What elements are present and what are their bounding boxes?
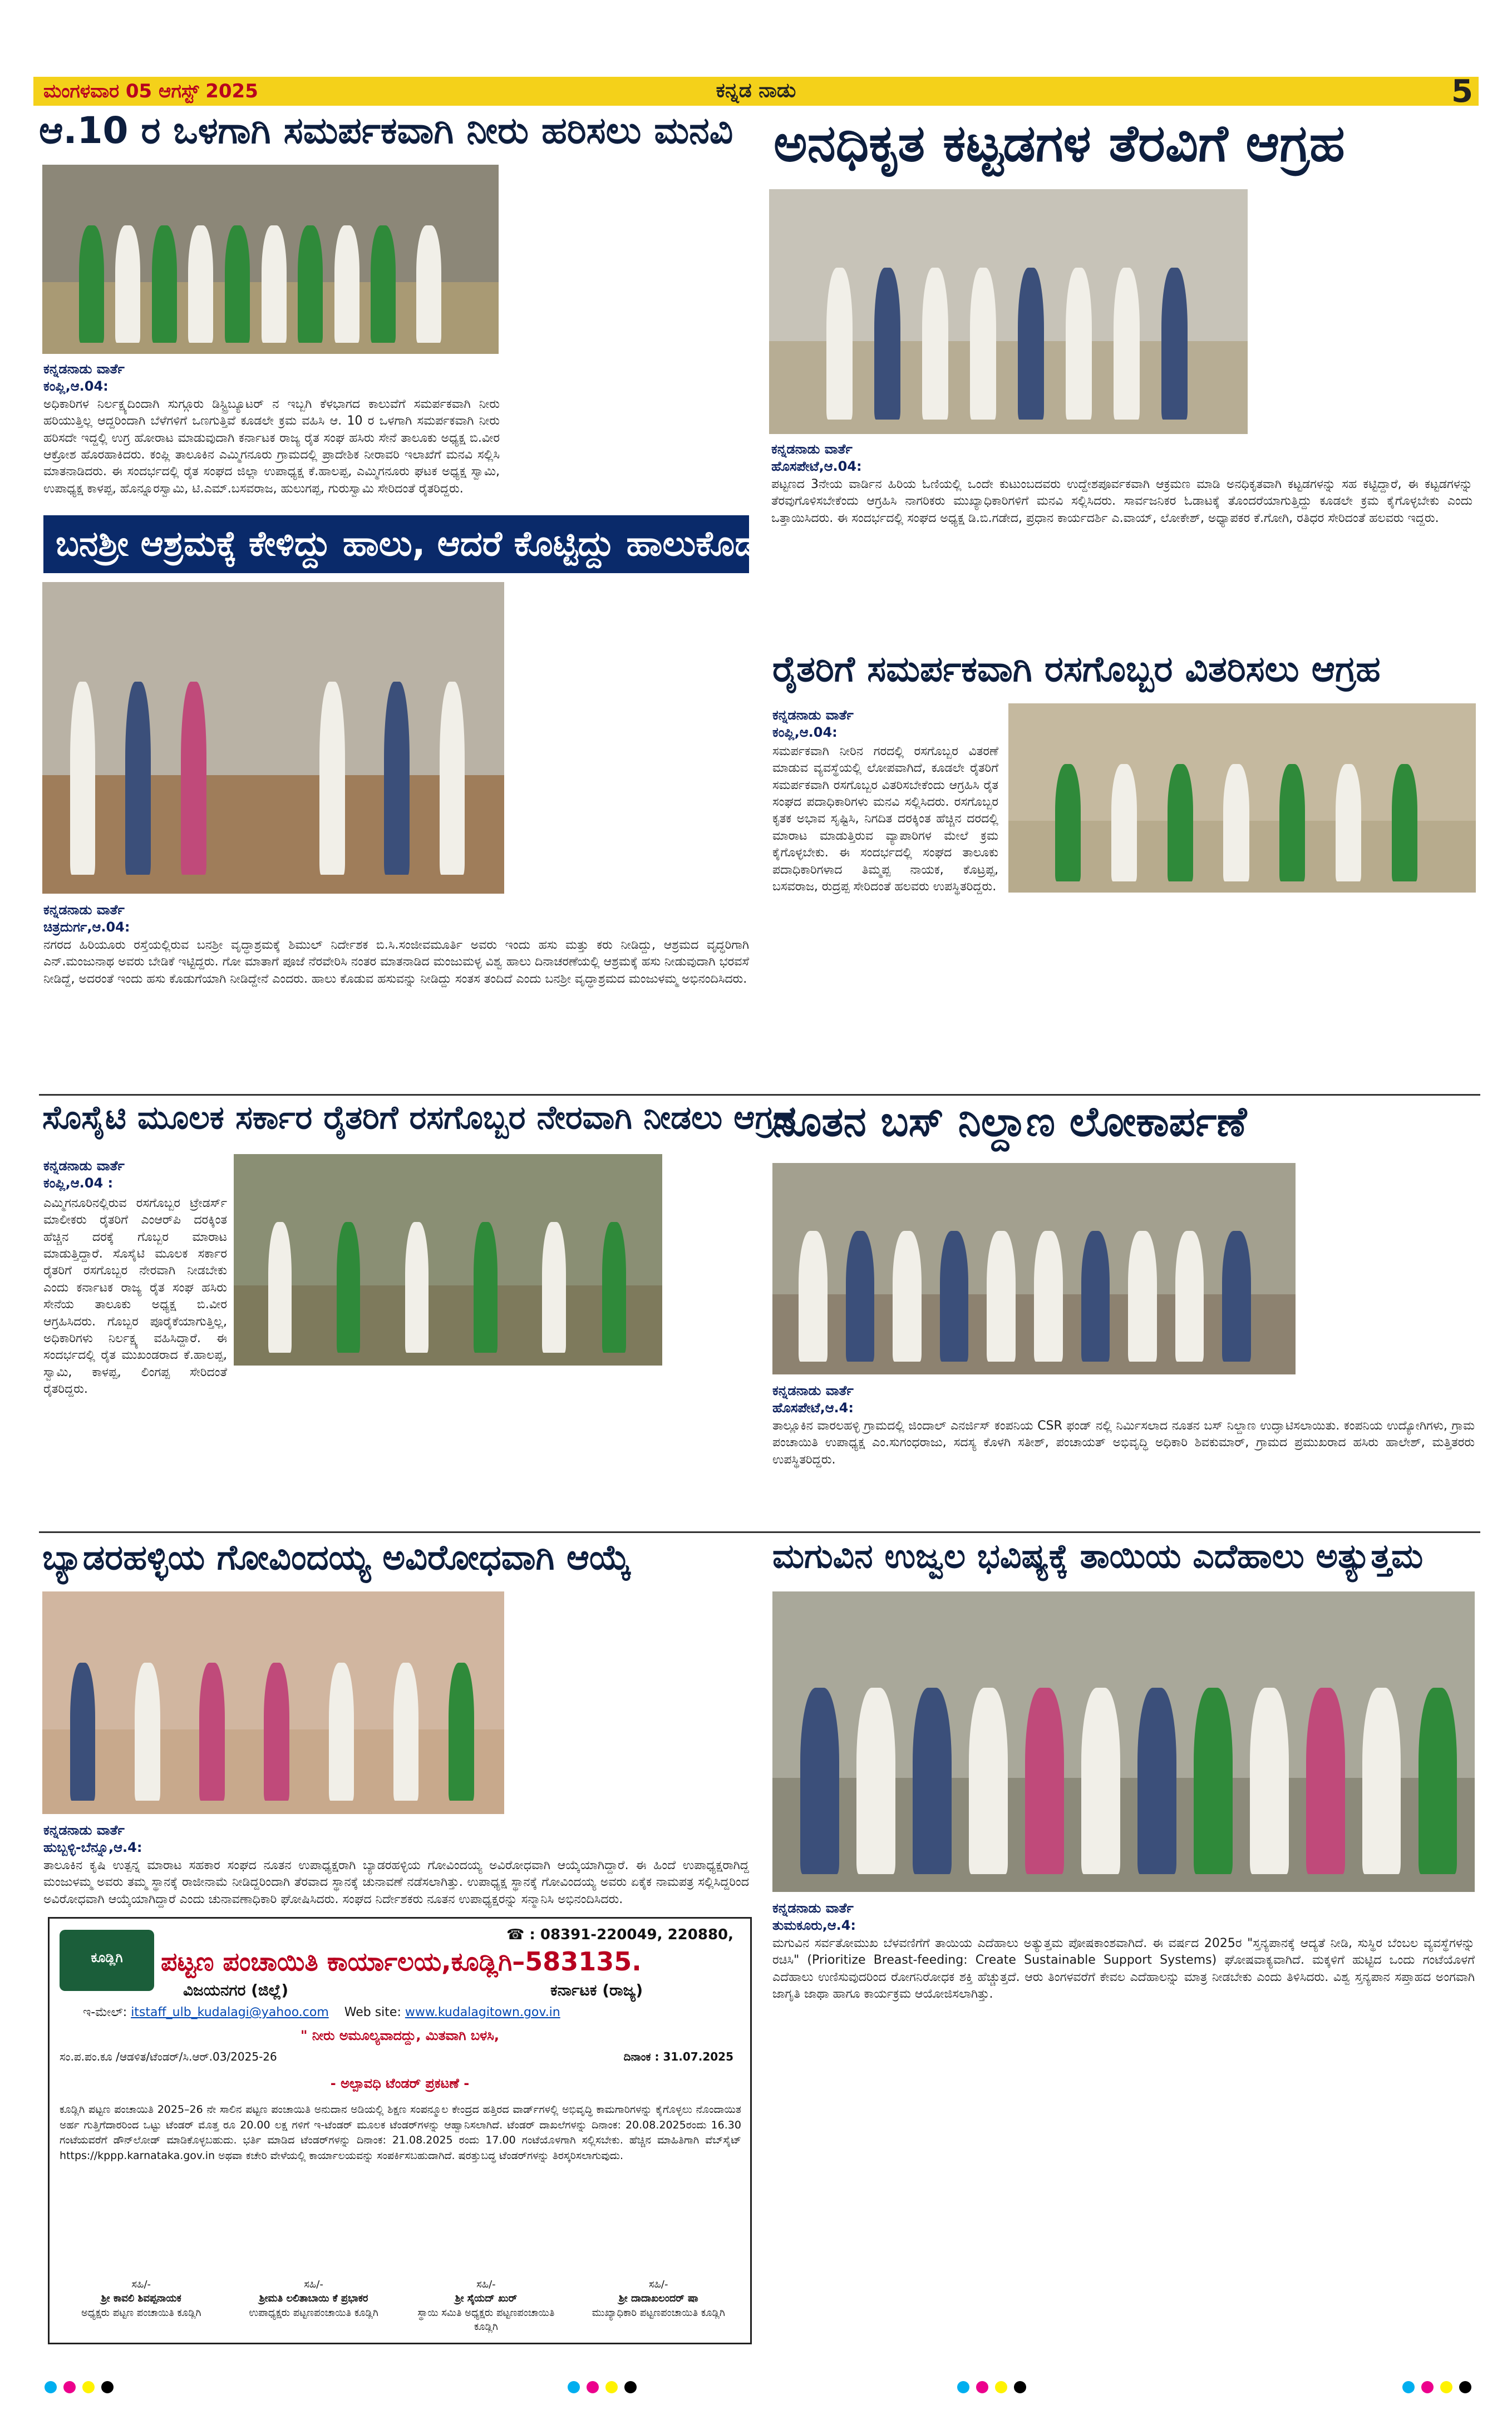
- advert-signatories: [60, 2278, 740, 2334]
- article-body: ಮಗುವಿನ ಸರ್ವತೋಮುಖ ಬೆಳವಣಿಗೆಗೆ ತಾಯಿಯ ಎದೆಹಾಲು ಅತ್ಯುತ್ತಮ ಪೋಷಕಾಂಶವಾಗಿದೆ. ಈ ವರ್ಷದ 2025ರ "ಸ್ತನ್ಯಪಾನಕ್ಕೆ ಆದ್ಯತೆ ನೀಡಿ, ಸುಸ್ಥಿರ ಬೆಂಬಲ ವ್ಯವಸ್ಥೆಗಳನ್ನು ರಚಿಸಿ" (Prioritize Breast-feeding: Create Sustainable Support Systems) ಘೋಷವಾಕ್ಯವಾಗಿದೆ. ಮಕ್ಕಳಿಗೆ ಹುಟ್ಟಿದ ಒಂದು ಗಂಟೆಯೊಳಗೆ ಎದೆಹಾಲು ಉಣಿಸುವುದರಿಂದ ರೋಗನಿರೋಧಕ ಶಕ್ತಿ ಹೆಚ್ಚುತ್ತದೆ. ಆರು ತಿಂಗಳವರೆಗೆ ಕೇವಲ ಎದೆಹಾಲನ್ನು ಮಾತ್ರ ನೀಡಬೇಕು ಎಂದು ತಿಳಿಸಿದರು. ವಿಶ್ವ ಸ್ತನ್ಯಪಾನ ಸಪ್ತಾಹದ ಅಂಗವಾಗಿ ಜಾಗೃತಿ ಜಾಥಾ ಹಾಗೂ ಕಾರ್ಯಕ್ರಮ ಆಯೋಜಿಸಲಾಗಿತ್ತು.: [772, 1936, 1475, 2002]
- article-body: ಸಮರ್ಪಕವಾಗಿ ನೀರಿನ ಗರದಲ್ಲಿ ರಸಗೊಬ್ಬರ ವಿತರಣೆ ಮಾಡುವ ವ್ಯವಸ್ಥೆಯಲ್ಲಿ ಲೋಪವಾಗಿದೆ, ಕೂಡಲೇ ರೈತರಿಗೆ ಸಮರ್ಪಕವಾಗಿ ರಸಗೊಬ್ಬರ ವಿತರಿಸಬೇಕೆಂದು ಆಗ್ರಹಿಸಿ ರೈತ ಸಂಘದ ಪದಾಧಿಕಾರಿಗಳು ಮನವಿ ಸಲ್ಲಿಸಿದರು. ರಸಗೊಬ್ಬರ ಕೃತಕ ಅಭಾವ ಸೃಷ್ಟಿಸಿ, ನಿಗದಿತ ದರಕ್ಕಿಂತ ಹೆಚ್ಚಿನ ದರದಲ್ಲಿ ಮಾರಾಟ ಮಾಡುತ್ತಿರುವ ವ್ಯಾಪಾರಿಗಳ ಮೇಲೆ ಕ್ರಮ ಕೈಗೊಳ್ಳಬೇಕು. ಈ ಸಂದರ್ಭದಲ್ಲಿ ಸಂಘದ ತಾಲೂಕು ಪದಾಧಿಕಾರಿಗಳಾದ ತಿಮ್ಮಪ್ಪ ನಾಯಕ, ಕೊಟ್ರಪ್ಪ, ಬಸವರಾಜ, ರುದ್ರಪ್ಪ ಸೇರಿದಂತೆ ಹಲವರು ಉಪಸ್ಥಿತರಿದ್ದರು.: [772, 745, 998, 894]
- issue-date: ಮಂಗಳವಾರ 05 ಆಗಸ್ಟ್ 2025: [43, 80, 258, 102]
- tender-notice-advertisement: [48, 1917, 752, 2344]
- signatory: ಸಹಿ/- ಶ್ರೀಮತಿ ಲಲಿತಾಬಾಯಿ ಕೆ ಪ್ರಭಾಕರ ಉಪಾಧ್ಯಕ್ಷರು ಪಟ್ಟಣಪಂಚಾಯಿತಿ ಕೂಡ್ಲಿಗಿ: [249, 2279, 378, 2319]
- website-link[interactable]: www.kudalagitown.gov.in: [405, 2005, 560, 2019]
- article-photo: [234, 1154, 662, 1366]
- advert-reference: ಸಂ.ಪ.ಪಂ.ಕೂ /ಆಡಳಿತ/ಟೆಂಡರ್/ಸಿ.ಆರ್.03/2025-26: [60, 2050, 277, 2063]
- signatory: ಸಹಿ/- ಶ್ರೀ ಸೈಯದ್ ಖುರ್ ಸ್ಥಾಯಿ ಸಮಿತಿ ಅಧ್ಯಕ್ಷರು ಪಟ್ಟಣಪಂಚಾಯಿತಿ ಕೂಡ್ಲಿಗಿ: [417, 2279, 555, 2333]
- article-headline: ನೂತನ ಬಸ್ ನಿಲ್ದಾಣ ಲೋಕಾರ್ಪಣೆ: [772, 1098, 1247, 1146]
- article-photo: [42, 1591, 504, 1814]
- article-banner-headline: ಬನಶ್ರೀ ಆಶ್ರಮಕ್ಕೆ ಕೇಳಿದ್ದು ಹಾಲು, ಆದರೆ ಕೊಟ್ಟಿದ್ದು ಹಾಲುಕೊಡುವ ಹಸುವನ್ನು..: [43, 515, 749, 573]
- advert-phone: ☎ : 08391-220049, 220880,: [506, 1926, 733, 1943]
- article-photo: [769, 189, 1248, 434]
- header-strip: [33, 73, 1479, 110]
- town-panchayat-logo: ಕೂಡ್ಲಿಗಿ: [60, 1930, 154, 1991]
- article-byline: ಕನ್ನಡನಾಡು ವಾರ್ತೆ ಹೊಸಪೇಟೆ,ಆ.4:: [772, 1383, 854, 1416]
- article-byline: ಕನ್ನಡನಾಡು ವಾರ್ತೆ ಚಿತ್ರದುರ್ಗ,ಆ.04:: [43, 902, 130, 935]
- article-headline: ಅನಧಿಕೃತ ಕಟ್ಟಡಗಳ ತೆರವಿಗೆ ಆಗ್ರಹ: [774, 114, 1345, 173]
- article-photo: [1008, 703, 1476, 893]
- article-byline: ಕನ್ನಡನಾಡು ವಾರ್ತೆ ಕಂಪ್ಲಿ,ಆ.04:: [772, 707, 854, 741]
- advert-notice-type: - ಅಲ್ಪಾವಧಿ ಟೆಂಡರ್ ಪ್ರಕಟಣೆ -: [330, 2076, 470, 2091]
- article-headline: ಮಗುವಿನ ಉಜ್ವಲ ಭವಿಷ್ಯಕ್ಕೆ ತಾಯಿಯ ಎದೆಹಾಲು ಅತ್ಯುತ್ತಮ: [772, 1537, 1424, 1576]
- article-body: ತಾಲೂಕಿನ ಕೃಷಿ ಉತ್ಪನ್ನ ಮಾರಾಟ ಸಹಕಾರ ಸಂಘದ ನೂತನ ಉಪಾಧ್ಯಕ್ಷರಾಗಿ ಬ್ಯಾಡರಹಳ್ಳಿಯ ಗೋವಿಂದಯ್ಯ ಅವಿರೋಧವಾಗಿ ಆಯ್ಕೆಯಾಗಿದ್ದಾರೆ. ಈ ಹಿಂದೆ ಉಪಾಧ್ಯಕ್ಷರಾಗಿದ್ದ ಮಂಜುಳಮ್ಮ ಅವರು ತಮ್ಮ ಸ್ಥಾನಕ್ಕೆ ರಾಜೀನಾಮೆ ನೀಡಿದ್ದರಿಂದಾಗಿ ತೆರವಾದ ಸ್ಥಾನಕ್ಕೆ ಚುನಾವಣೆ ನಡೆಸಲಾಗಿತ್ತು. ಉಪಾಧ್ಯಕ್ಷ ಸ್ಥಾನಕ್ಕೆ ಗೋವಿಂದಯ್ಯ ಅವರು ಏಕೈಕ ನಾಮಪತ್ರ ಸಲ್ಲಿಸಿದ್ದರಿಂದ ಅವಿರೋಧವಾಗಿ ಆಯ್ಕೆಯಾಗಿದ್ದಾರೆ ಎಂದು ಚುನಾವಣಾಧಿಕಾರಿ ಘೋಷಿಸಿದರು. ಸಂಘದ ನಿರ್ದೇಶಕರು ನೂತನ ಉಪಾಧ್ಯಕ್ಷರನ್ನು ಸನ್ಮಾನಿಸಿ ಅಭಿನಂದಿಸಿದರು.: [43, 1859, 749, 1906]
- email-link[interactable]: itstaff_ulb_kudalagi@yahoo.com: [131, 2005, 329, 2019]
- article-body-continued: [512, 165, 751, 504]
- advert-tagline: " ನೀರು ಅಮೂಲ್ಯವಾದದ್ದು, ಮಿತವಾಗಿ ಬಳಸಿ,: [301, 2028, 499, 2043]
- article-byline: ಕನ್ನಡನಾಡು ವಾರ್ತೆ ಹುಬ್ಬಳ್ಳಿ-ಬೆನ್ನೂ,ಆ.4:: [43, 1822, 142, 1856]
- article-body: ತಾಲ್ಲೂಕಿನ ವಾರಲಹಳ್ಳಿ ಗ್ರಾಮದಲ್ಲಿ ಜಿಂದಾಲ್ ಎನರ್ಜಿಸ್ ಕಂಪನಿಯ CSR ಫಂಡ್ ನಲ್ಲಿ ನಿರ್ಮಿಸಲಾದ ನೂತನ ಬಸ್ ನಿಲ್ದಾಣ ಉದ್ಘಾಟಿಸಲಾಯಿತು. ಕಂಪನಿಯ ಉದ್ಯೋಗಿಗಳು, ಗ್ರಾಮ ಪಂಚಾಯಿತಿ ಉಪಾಧ್ಯಕ್ಷ ಎಂ.ಸುಗಂಧರಾಜು, ಸದಸ್ಯ ಕೊಳಗಿ ಸತೀಶ್, ಪಂಚಾಯತ್ ಅಭಿವೃದ್ಧಿ ಅಧಿಕಾರಿ ಶಿವಕುಮಾರ್, ಗ್ರಾಮದ ಪ್ರಮುಖರಾದ ಹಸಿರು ಹಾಲೇಶ್, ಮತ್ತಿತರರು ಉಪಸ್ಥಿತರಿದ್ದರು.: [772, 1419, 1475, 1467]
- advert-date: ದಿನಾಂಕ : 31.07.2025: [623, 2050, 733, 2063]
- signatory: ಸಹಿ/- ಶ್ರೀ ದಾದಾಖಲಂದರ್ ಷಾ ಮುಖ್ಯಾಧಿಕಾರಿ ಪಟ್ಟಣಪಂಚಾಯಿತಿ ಕೂಡ್ಲಿಗಿ: [592, 2279, 725, 2319]
- advert-body: ಕೂಡ್ಲಿಗಿ ಪಟ್ಟಣ ಪಂಚಾಯಿತಿ 2025–26 ನೇ ಸಾಲಿನ ಪಟ್ಟಣ ಪಂಚಾಯಿತಿ ಅನುದಾನ ಅಡಿಯಲ್ಲಿ ಶಿಕ್ಷಣ ಸಂಪನ್ಮೂಲ ಕೇಂದ್ರದ ಹತ್ತಿರದ ವಾರ್ಡ್‌ಗಳಲ್ಲಿ ಅಭಿವೃದ್ಧಿ ಕಾಮಗಾರಿಗಳನ್ನು ಕೈಗೊಳ್ಳಲು ನೊಂದಾಯಿತ ಅರ್ಹ ಗುತ್ತಿಗೆದಾರರಿಂದ ಒಟ್ಟು ಟೆಂಡರ್ ಮೊತ್ತ ರೂ 20.00 ಲಕ್ಷ ಗಳಿಗೆ ಇ-ಟೆಂಡರ್ ಮೂಲಕ ಟೆಂಡರ್‌ಗಳನ್ನು ಆಹ್ವಾನಿಸಲಾಗಿದೆ. ಟೆಂಡರ್ ದಾಖಲೆಗಳನ್ನು ದಿನಾಂಕ: 20.08.2025ರಂದು 16.30 ಗಂಟೆಯವರೆಗೆ ಡೌನ್‌ಲೋಡ್ ಮಾಡಿಕೊಳ್ಳಬಹುದು. ಭರ್ತಿ ಮಾಡಿದ ಟೆಂಡರ್‌ಗಳನ್ನು ದಿನಾಂಕ: 21.08.2025 ರಂದು 17.00 ಗಂಟೆಯೊಳಗಾಗಿ ಸಲ್ಲಿಸಬೇಕು. ಹೆಚ್ಚಿನ ಮಾಹಿತಿಗಾಗಿ ವೆಬ್‌ಸೈಟ್ https://kppp.karnataka.gov.in ಅಥವಾ ಕಚೇರಿ ವೇಳೆಯಲ್ಲಿ ಕಾರ್ಯಾಲಯವನ್ನು ಸಂಪರ್ಕಿಸಬಹುದಾಗಿದೆ. ಷರತ್ತುಬದ್ಧ ಟೆಂಡರ್‌ಗಳನ್ನು ತಿರಸ್ಕರಿಸಲಾಗುವುದು.: [60, 2103, 741, 2162]
- registration-marks: [957, 2381, 1026, 2393]
- registration-marks: [568, 2381, 637, 2393]
- article-headline: ಆ.10 ರ ಒಳಗಾಗಿ ಸಮರ್ಪಕವಾಗಿ ನೀರು ಹರಿಸಲು ಮನವಿ: [39, 109, 733, 152]
- article-byline: ಕನ್ನಡನಾಡು ವಾರ್ತೆ ಕಂಪ್ಲಿ,ಆ.04:: [43, 361, 125, 395]
- article-photo: [772, 1163, 1296, 1374]
- section-divider: [39, 1094, 1480, 1096]
- article-byline: ಕನ್ನಡನಾಡು ವಾರ್ತೆ ಹೊಸಪೇಟೆ,ಆ.04:: [771, 441, 862, 475]
- advert-state: ಕರ್ನಾಟಕ (ರಾಜ್ಯ): [550, 1981, 643, 1999]
- page-number: 5: [1451, 73, 1473, 110]
- article-body: ಅಧಿಕಾರಿಗಳ ನಿರ್ಲಕ್ಷ್ಯದಿಂದಾಗಿ ಸುಗ್ಗೂರು ಡಿಸ್ಟ್ರಿಬ್ಯೂಟರ್ ನ ಇಬ್ಬಗಿ ಕೆಳಭಾಗದ ಕಾಲುವೆಗೆ ಸಮರ್ಪಕವಾಗಿ ನೀರು ಹರಿಯುತ್ತಿಲ್ಲ ಆದ್ದರಿಂದಾಗಿ ಬೆಳೆಗಳಿಗೆ ಒಣಗುತ್ತಿವೆ ಕೂಡಲೇ ಕ್ರಮ ವಹಿಸಿ ಆ. 10 ರ ಒಳಗಾಗಿ ಸಮರ್ಪಕವಾಗಿ ನೀರು ಹರಿಸದೇ ಇದ್ದಲ್ಲಿ ಉಗ್ರ ಹೋರಾಟ ಮಾಡುವುದಾಗಿ ಕರ್ನಾಟಕ ರಾಜ್ಯ ರೈತ ಸಂಘ ಹಸಿರು ಸೇನೆ ತಾಲೂಕು ಅಧ್ಯಕ್ಷ ಬಿ.ವೀರ ಆಕ್ರೋಶ ಹೊರಹಾಕಿದರು. ಕಂಪ್ಲಿ ತಾಲೂಕಿನ ಎಮ್ಮಿಗನೂರು ಗ್ರಾಮದಲ್ಲಿ ಪ್ರಾದೇಶಿಕ ನೀರಾವರಿ ಇಲಾಖೆಗೆ ಮನವಿ ಸಲ್ಲಿಸಿ ಮಾತನಾಡಿದರು. ಈ ಸಂದರ್ಭದಲ್ಲಿ ರೈತ ಸಂಘದ ಜಿಲ್ಲಾ ಉಪಾಧ್ಯಕ್ಷ ಕೆ.ಹಾಲಪ್ಪ, ಎಮ್ಮಿಗನೂರು ಘಟಕ ಅಧ್ಯಕ್ಷ ಸ್ವಾಮಿ, ಉಪಾಧ್ಯಕ್ಷ ಕಾಳಪ್ಪ, ಹೊನ್ನೂರಸ್ವಾಮಿ, ಟಿ.ಎಮ್.ಬಸವರಾಜ, ಹುಲುಗಪ್ಪ, ಗುರುಸ್ವಾಮಿ ಸೇರಿದಂತೆ ರೈತರಿದ್ದರು.: [43, 397, 500, 496]
- signatory: ಸಹಿ/- ಶ್ರೀ ಕಾವಲಿ ಶಿವಪ್ಪನಾಯಕ ಅಧ್ಯಕ್ಷರು ಪಟ್ಟಣ ಪಂಚಾಯಿತಿ ಕೂಡ್ಲಿಗಿ: [81, 2279, 201, 2319]
- article-photo: [772, 1591, 1475, 1892]
- article-headline: ರೈತರಿಗೆ ಸಮರ್ಪಕವಾಗಿ ರಸಗೊಬ್ಬರ ವಿತರಿಸಲು ಆಗ್ರಹ: [772, 649, 1381, 690]
- article-body: ಎಮ್ಮಿಗನೂರಿನಲ್ಲಿರುವ ರಸಗೊಬ್ಬರ ಟ್ರೇಡರ್ಸ್ ಮಾಲೀಕರು ರೈತರಿಗೆ ಎಂಆರ್‌ಪಿ ದರಕ್ಕಿಂತ ಹೆಚ್ಚಿನ ದರಕ್ಕೆ ಗೊಬ್ಬರ ಮಾರಾಟ ಮಾಡುತ್ತಿದ್ದಾರೆ. ಸೊಸೈಟಿ ಮೂಲಕ ಸರ್ಕಾರ ರೈತರಿಗೆ ರಸಗೊಬ್ಬರ ನೇರವಾಗಿ ನೀಡಬೇಕು ಎಂದು ಕರ್ನಾಟಕ ರಾಜ್ಯ ರೈತ ಸಂಘ ಹಸಿರು ಸೇನೆಯ ತಾಲೂಕು ಅಧ್ಯಕ್ಷ ಬಿ.ವೀರ ಆಗ್ರಹಿಸಿದರು. ಗೊಬ್ಬರ ಪೂರೈಕೆಯಾಗುತ್ತಿಲ್ಲ, ಅಧಿಕಾರಿಗಳು ನಿರ್ಲಕ್ಷ್ಯ ವಹಿಸಿದ್ದಾರೆ. ಈ ಸಂದರ್ಭದಲ್ಲಿ ರೈತ ಮುಖಂಡರಾದ ಕೆ.ಹಾಲಪ್ಪ, ಸ್ವಾಮಿ, ಕಾಳಪ್ಪ, ಲಿಂಗಪ್ಪ ಸೇರಿದಂತೆ ರೈತರಿದ್ದರು.: [43, 1196, 227, 1396]
- section-divider: [39, 1531, 1480, 1533]
- article-body: ಪಟ್ಟಣದ 3ನೇಯ ವಾರ್ಡಿನ ಹಿರಿಯ ಓಣಿಯಲ್ಲಿ ಒಂದೇ ಕುಟುಂಬದವರು ಉದ್ದೇಶಪೂರ್ವಕವಾಗಿ ಆಕ್ರಮಣ ಮಾಡಿ ಅನಧಿಕೃತವಾಗಿ ಕಟ್ಟಡಗಳನ್ನು ಸಹ ಕಟ್ಟಿದ್ದಾರೆ, ಈ ಕಟ್ಟಡಗಳನ್ನು ತೆರವುಗೊಳಿಸಬೇಕೆಂದು ಆಗ್ರಹಿಸಿ ನಾಗರಿಕರು ಮುಖ್ಯಾಧಿಕಾರಿಗಳಿಗೆ ಮನವಿ ಸಲ್ಲಿಸಿದರು. ಸಾರ್ವಜನಿಕರ ಓಡಾಟಕ್ಕೆ ತೊಂದರೆಯಾಗುತ್ತಿದ್ದು ಕೂಡಲೇ ಕ್ರಮ ಕೈಗೊಳ್ಳಬೇಕು ಎಂದು ಒತ್ತಾಯಿಸಿದರು. ಈ ಸಂದರ್ಭದಲ್ಲಿ ಸಂಘದ ಅಧ್ಯಕ್ಷ ಡಿ.ಬಿ.ಗಡೇದ, ಪ್ರಧಾನ ಕಾರ್ಯದರ್ಶಿ ಎ.ವಾಯ್, ಲೋಕೇಶ್, ಅಧ್ಯಾಪಕರ ಕೆ.ಗೋಗಿ, ರತಿಧರ ಸೇರಿದಂತೆ ಹಲವರು ಇದ್ದರು.: [771, 477, 1472, 525]
- article-body: ನಗರದ ಹಿರಿಯೂರು ರಸ್ತೆಯಲ್ಲಿರುವ ಬನಶ್ರೀ ವೃದ್ಧಾಶ್ರಮಕ್ಕೆ ಶಿಮುಲ್ ನಿರ್ದೇಶಕ ಬಿ.ಸಿ.ಸಂಜೀವಮೂರ್ತಿ ಅವರು ಇಂದು ಹಸು ಮತ್ತು ಕರು ನೀಡಿದ್ದು, ಆಶ್ರಮದ ವೃದ್ಧರಿಗಾಗಿ ಎನ್.ಮಂಜುನಾಥ ಅವರು ಬೇಡಿಕೆ ಇಟ್ಟಿದ್ದರು. ಗೋ ಮಾತಾಗೆ ಪೂಜೆ ನೆರವೇರಿಸಿ ನಂತರ ಮಾತನಾಡಿದ ಮಂಜುಮಳ್ಳ ವಿಶ್ವ ಹಾಲು ದಿನಾಚರಣೆಯಲ್ಲಿ ಆಶ್ರಮಕ್ಕೆ ಹಸು ನೀಡುವುದಾಗಿ ಭರವಸೆ ನೀಡಿದ್ದೆ, ಅದರಂತೆ ಇಂದು ಹಸು ಕೊಡುಗೆಯಾಗಿ ನೀಡಿದ್ದೇನೆ ಎಂದರು. ಹಾಲು ಕೊಡುವ ಹಸುವನ್ನು ನೀಡಿದ್ದು ಸಂತಸ ತಂದಿದೆ ಎಂದು ಬನಶ್ರೀ ವೃದ್ಧಾಶ್ರಮದ ಮಂಜುಳಮ್ಮ ಅಭಿನಂದಿಸಿದರು.: [43, 938, 749, 986]
- article-headline: ಸೊಸೈಟಿ ಮೂಲಕ ಸರ್ಕಾರ ರೈತರಿಗೆ ರಸಗೊಬ್ಬರ ನೇರವಾಗಿ ನೀಡಲು ಆಗ್ರಹ: [42, 1098, 796, 1136]
- article-byline: ಕನ್ನಡನಾಡು ವಾರ್ತೆ ಕಂಪ್ಲಿ,ಆ.04 :: [43, 1158, 125, 1191]
- article-byline: ಕನ್ನಡನಾಡು ವಾರ್ತೆ ತುಮಕೂರು,ಆ.4:: [772, 1900, 856, 1934]
- advert-district: ವಿಜಯನಗರ (ಜಿಲ್ಲೆ): [183, 1981, 289, 1999]
- advert-contact: ಇ-ಮೇಲ್: itstaff_ulb_kudalagi@yahoo.com Web site: www.kudalagitown.gov.in: [83, 2005, 560, 2019]
- advert-title: ಪಟ್ಟಣ ಪಂಚಾಯಿತಿ ಕಾರ್ಯಾಲಯ,ಕೂಡ್ಲಿಗಿ–583135.: [161, 1946, 642, 1977]
- article-headline: ಬ್ಯಾಡರಹಳ್ಳಿಯ ಗೋವಿಂದಯ್ಯ ಅವಿರೋಧವಾಗಿ ಆಯ್ಕೆ: [42, 1537, 631, 1578]
- registration-marks: [1402, 2381, 1471, 2393]
- masthead: ಕನ್ನಡ ನಾಡು: [716, 79, 796, 102]
- registration-marks: [45, 2381, 114, 2393]
- article-photo: [42, 165, 499, 354]
- article-photo: [42, 582, 504, 894]
